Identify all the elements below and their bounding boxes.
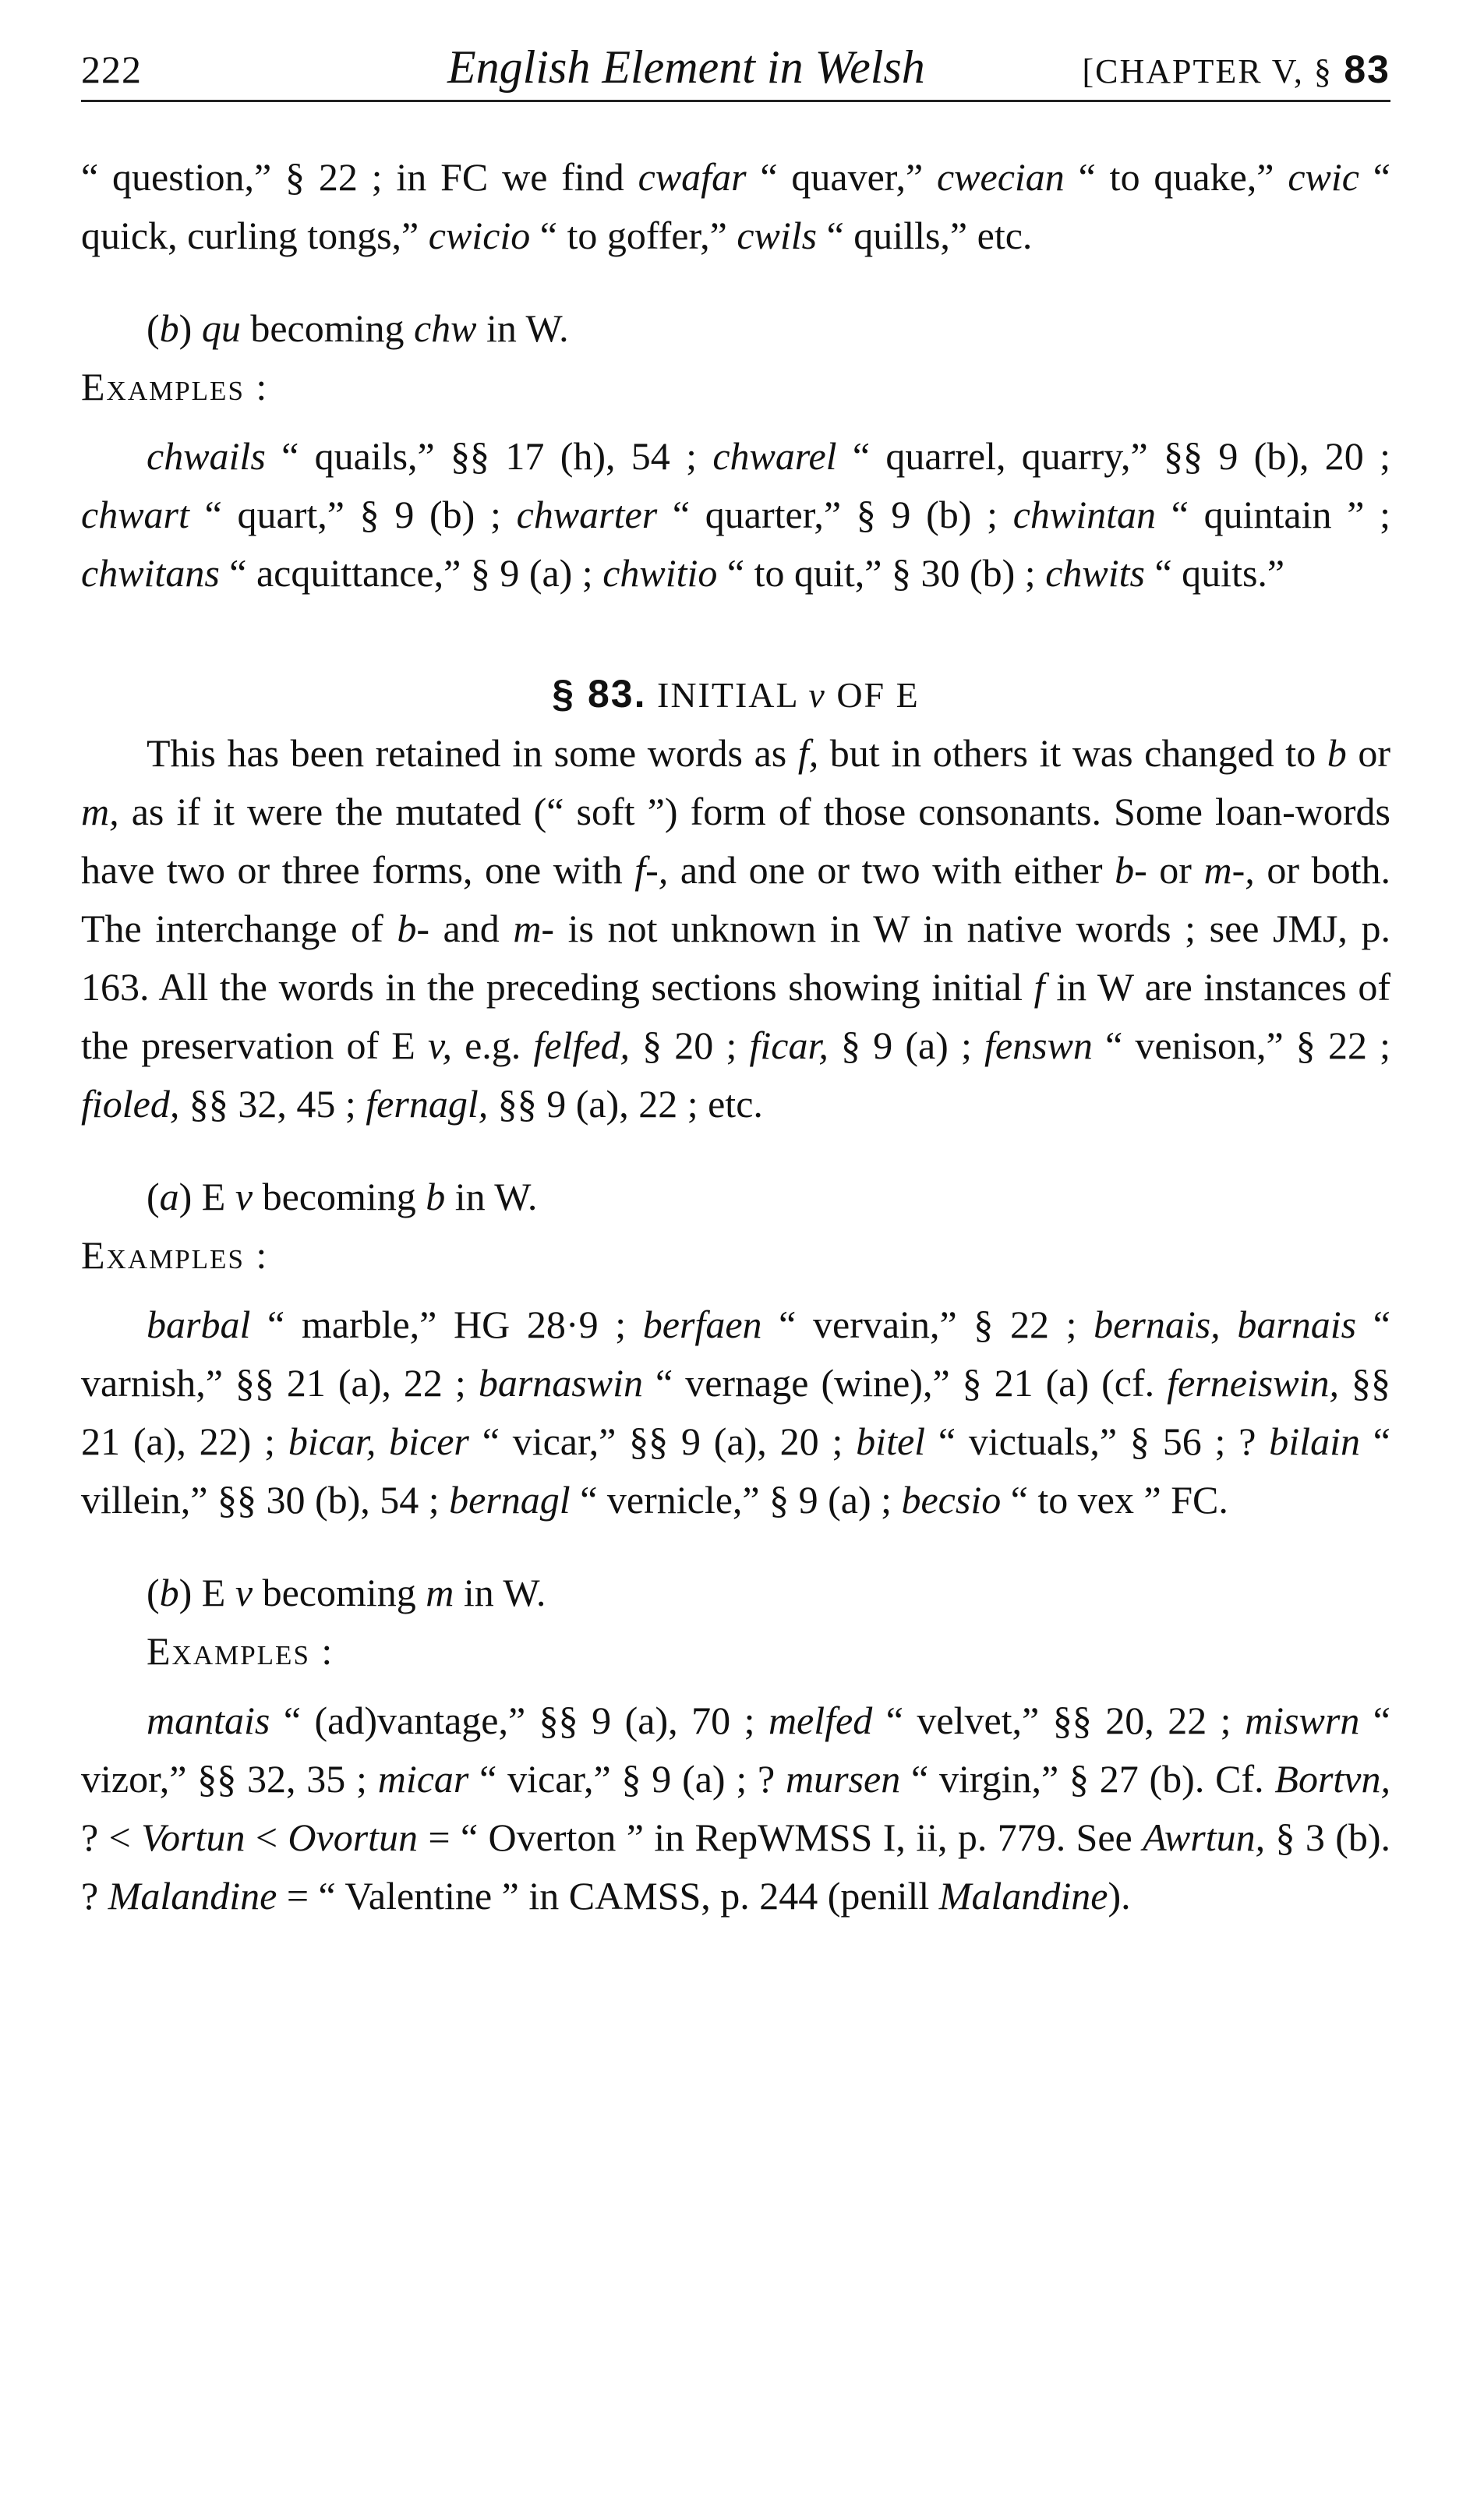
italic-term: Vortun [141,1815,246,1859]
italic-term: barnaswin [478,1361,643,1405]
examples-label-2: Examples : [81,1233,269,1277]
italic-term: qu [201,306,241,350]
italic-term: f [1034,965,1045,1009]
examples-chw: chwails “ quails,” §§ 17 (h), 54 ; chwarel “ quarrel, quarry,” §§ 9 (b), 20 ; chwart “ quart,” § 9 (b) ; chwarter “ quarter,” § 9 (b) ; chwintan “ quintain ” ; chwitans “ acquittance,” § 9 (a) ; chwitio “ to quit,” § 30 (b) ; chwits “ quits.” [81,434,1391,595]
italic-term: Malandine [108,1874,277,1918]
italic-term: m-, [1203,848,1255,892]
italic-term: Malandine [938,1874,1108,1918]
italic-term: bitel [856,1419,926,1463]
italic-term: melfed [768,1699,873,1742]
page-header [81,37,1390,102]
subheading-qu-chw: (b) qu becoming chw in W. [147,306,569,350]
italic-term: b [159,306,179,350]
italic-term: chwitans [81,551,220,595]
italic-term: Awrtun, [1143,1815,1266,1859]
running-title: English Element in Welsh [447,41,925,93]
italic-term: cwecian [936,155,1065,199]
section-heading [81,665,1390,724]
italic-term: m, [81,790,119,833]
italic-term: v, [427,1023,452,1067]
italic-term: chwits [1045,551,1145,595]
italic-term: a [159,1175,179,1218]
italic-term: fenswn [984,1023,1093,1067]
examples-v-m: mantais “ (ad)vantage,” §§ 9 (a), 70 ; melfed “ velvet,” §§ 20, 22 ; miswrn “ vizor,” §§ 32, 35 ; micar “ vicar,” § 9 (a) ; ? mursen “ virgin,” § 27 (b). Cf. Bortvn, ? < Vortun < Ovortun = “ Overton ” in RepWMSS I, ii, p. 779. See Awrtun, § 3 (b). ? Malandine = “ Valentine ” in CAMSS, p. 244 (penill Malandine). [81,1699,1391,1918]
subheading-v-m: (b) E v becoming m in W. [147,1571,546,1614]
italic-term: b [1327,731,1347,775]
italic-term: mursen [786,1757,901,1801]
subheading-v-b: (a) E v becoming b in W. [147,1175,538,1218]
page-body [81,148,1390,1925]
section-heading-letter: v [808,675,826,715]
italic-term: bicar, bicer [288,1419,469,1463]
italic-term: bernais, barnais [1094,1303,1357,1346]
italic-term: fioled, [81,1082,180,1126]
italic-term: Bortvn, [1274,1757,1390,1801]
examples-label-3: Examples : [147,1629,334,1673]
italic-term: fernagl, [366,1082,489,1126]
italic-term: Ovortun [288,1815,419,1859]
italic-term: b- [397,907,429,950]
italic-term: f, [797,731,819,775]
italic-term: b [426,1175,446,1218]
italic-term: chwarel [712,434,837,478]
section-heading-text-after: OF E [825,675,920,715]
italic-term: chw [413,306,477,350]
italic-term: felfed, [533,1023,631,1067]
italic-term: cwafar [638,155,747,199]
section-number: 83 [1344,48,1390,91]
italic-term: v [235,1571,253,1614]
italic-term: miswrn [1245,1699,1360,1742]
examples-v-b: barbal “ marble,” HG 28·9 ; berfaen “ vervain,” § 22 ; bernais, barnais “ varnish,” §§ 21 (a), 22 ; barnaswin “ vernage (wine),” § 21 (a) (cf. ferneiswin, §§ 21 (a), 22) ; bicar, bicer “ vicar,” §§ 9 (a), 20 ; bitel “ victuals,” § 56 ; ? bilain “ villein,” §§ 30 (b), 54 ; bernagl “ vernicle,” § 9 (a) ; becsio “ to vex ” FC. [81,1303,1391,1522]
italic-term: b [159,1571,179,1614]
italic-term: cwic [1288,155,1359,199]
italic-term: m [426,1571,454,1614]
italic-term: chwitio [602,551,718,595]
italic-term: chwintan [1012,493,1157,536]
italic-term: micar [377,1757,469,1801]
italic-term: b- [1115,848,1147,892]
italic-term: f-, [634,848,669,892]
italic-term: bernagl [449,1478,571,1522]
italic-term: ferneiswin, [1167,1361,1339,1405]
paragraph-section-83: This has been retained in some words as f, but in others it was changed to b or m, as if it were the mutated (“ soft ”) form of those consonants. Some loan-words have two or three forms, one with f-, and one or two with either b- or m-, or both. The interchange of b- and m- is not unknown in W in native words ; see JMJ, p. 163. All the words in the preceding sections showing initial f in W are instances of the preservation of E v, e.g. felfed, § 20 ; ficar, § 9 (a) ; fenswn “ venison,” § 22 ; fioled, §§ 32, 45 ; fernagl, §§ 9 (a), 22 ; etc. [81,731,1390,1126]
italic-term: bilain [1269,1419,1360,1463]
italic-term: mantais [147,1699,270,1742]
section-heading-text-before: INITIAL [646,675,809,715]
italic-term: v [235,1175,253,1218]
italic-term: cwils [737,214,818,257]
italic-term: ficar, [749,1023,829,1067]
italic-term: chwart [81,493,189,536]
chapter-label: [CHAPTER V, § [1082,52,1333,90]
paragraph-continued: “ question,” § 22 ; in FC we find cwafar “ quaver,” cwecian “ to quake,” cwic “ quick, curling tongs,” cwicio “ to goffer,” cwils “ quills,” etc. [81,155,1390,257]
italic-term: berfaen [642,1303,762,1346]
italic-term: chwarter [516,493,658,536]
section-heading-number: § 83. [552,672,647,716]
italic-term: cwicio [428,214,531,257]
italic-term: m- [513,907,555,950]
examples-label: Examples : [81,365,269,408]
italic-term: chwails [147,434,266,478]
italic-term: becsio [901,1478,1002,1522]
italic-term: barbal [147,1303,251,1346]
page-number: 222 [81,48,142,91]
chapter-reference [1082,47,1390,92]
